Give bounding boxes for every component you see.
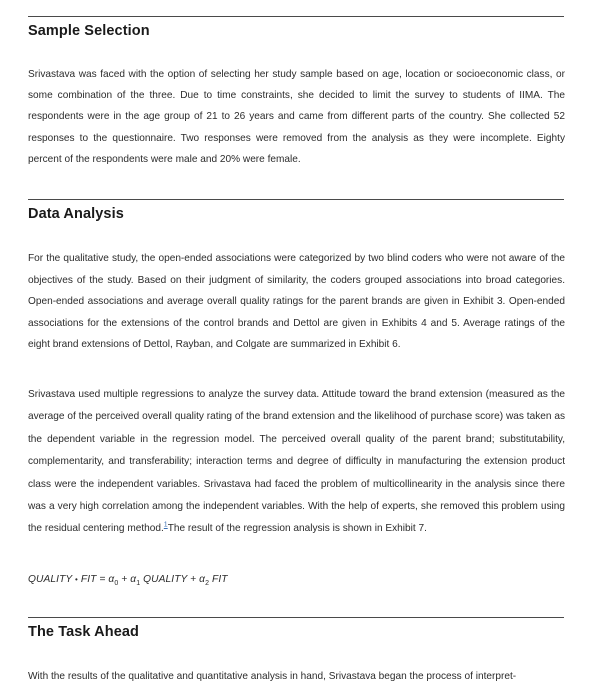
paragraph-regression-tail: The result of the regression analysis is shown in Exhibit 7.: [167, 523, 427, 535]
section-heading-data-analysis: Data Analysis: [28, 206, 124, 222]
regression-formula: QUALITY • FIT = $\alpha_0 + \alpha_1$ QUALITY + $\alpha_2$ FIT: [28, 574, 228, 588]
section-heading-sample-selection: Sample Selection: [28, 23, 150, 39]
paragraph-qualitative-study: For the qualitative study, the open-ended associations were categorized by two blind coders who were not aware of the objectives of the study. Based on their judgment of similarity, the coders grouped associations into broad categories. Open-ended associations and average overall quality ratings for the parent brands are given in Exhibit 3. Open-ended associations for the extensions of the control brands and Dettol are given in Exhibits 4 and 5. Average ratings of the eight brand extensions of Dettol, Rayban, and Colgate are summarized in Exhibit 6.: [28, 253, 565, 351]
paragraph-task-ahead: With the results of the qualitative and quantitative analysis in hand, Srivastava began the process of interpret-: [28, 671, 517, 682]
section-divider: [28, 16, 564, 17]
paragraph-regression-analysis: [28, 384, 565, 541]
section-divider: [28, 617, 564, 618]
paragraph-sample-selection: Srivastava was faced with the option of selecting her study sample based on age, location or socioeconomic class, or some combination of the three. Due to time constraints, she decided to limit the survey to students of IIMA. The respondents were in the age group of 21 to 26 years and came from different parts of the country. She collected 52 responses to the questionnaire. Two responses were removed from the analysis as they were incomplete. Eighty percent of the respondents were male and 20% were female.: [28, 69, 565, 165]
section-heading-task-ahead: The Task Ahead: [28, 624, 139, 640]
paragraph-regression-text: Srivastava used multiple regressions to analyze the survey data. Attitude toward the brand extension (measured as the average of the perceived overall quality rating of the brand extension and the likelihood of purchase score) was taken as the dependent variable in the regression model. The perceived overall quality of the parent brand; substitutability, complementarity, and transferability; interaction terms and degree of difficulty in manufacturing the extension product class were the independent variables. Srivastava had faced the problem of multicollinearity in the analysis since there was a very high correlation among the independent variables. With the help of experts, she removed this problem using the residual centering method.: [28, 389, 565, 535]
footnote-link[interactable]: 1: [163, 522, 168, 530]
section-divider: [28, 199, 564, 200]
